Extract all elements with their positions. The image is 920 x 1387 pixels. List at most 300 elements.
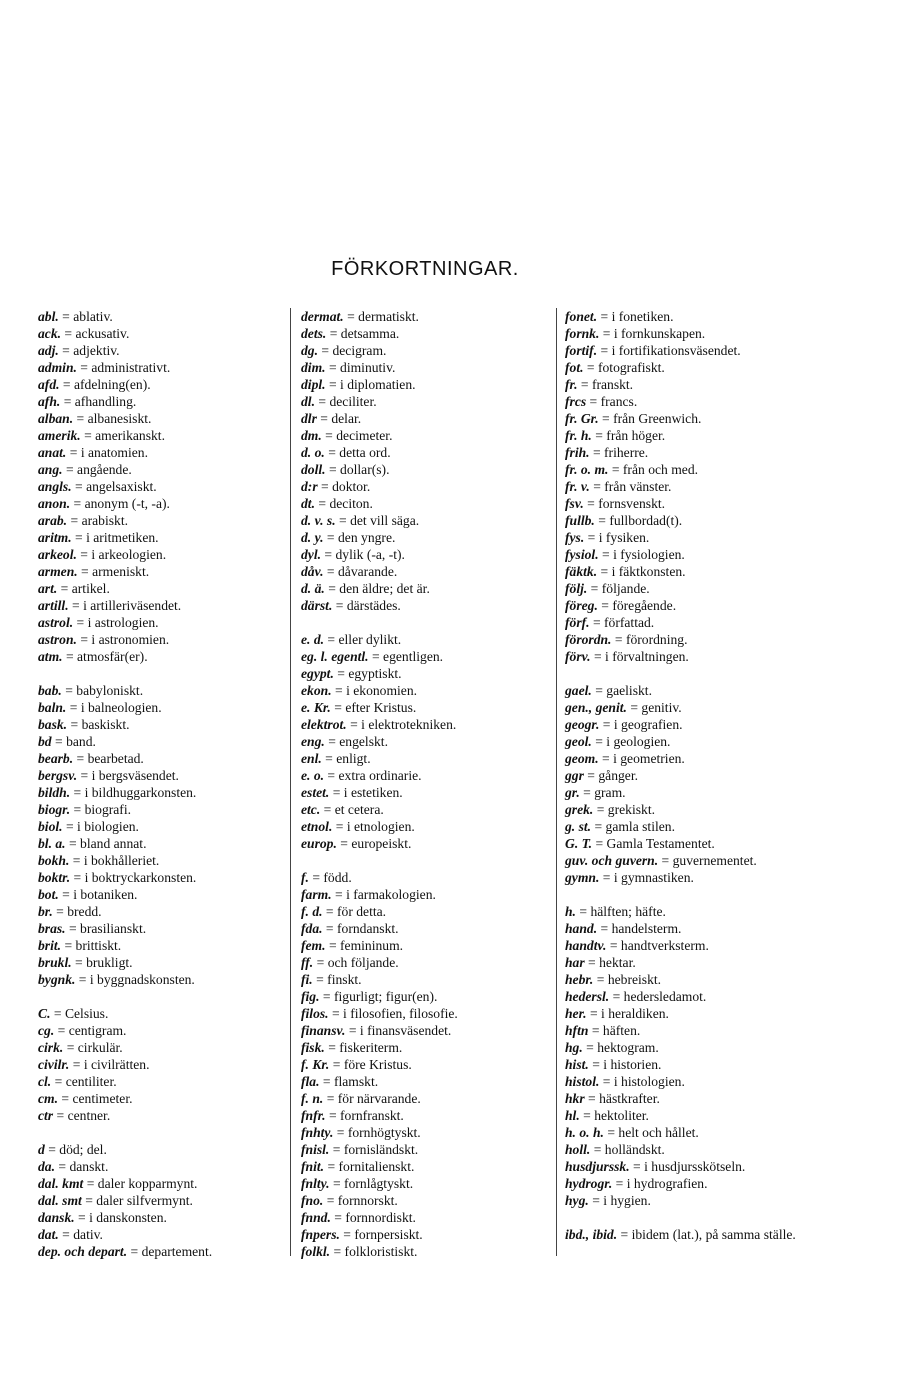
- abbreviation-entry: G. T. = Gamla Testamentet.: [565, 836, 715, 851]
- abbreviation-term: dyl.: [301, 547, 322, 562]
- page-title: FÖRKORTNINGAR.: [331, 258, 519, 280]
- abbreviation-entry: dg. = decigram.: [301, 343, 387, 358]
- abbreviation-entry: fda. = forndanskt.: [301, 921, 399, 936]
- abbreviation-entry: astrol. = i astrologien.: [38, 615, 159, 630]
- abbreviation-term: biogr.: [38, 802, 71, 817]
- abbreviation-term: frih.: [565, 445, 590, 460]
- abbreviation-meaning: i historien.: [603, 1057, 662, 1072]
- abbreviation-entry: histol. = i histologien.: [565, 1074, 685, 1089]
- abbreviation-entry: har = hektar.: [565, 955, 636, 970]
- abbreviation-entry: fortif. = i fortifikationsväsendet.: [565, 343, 741, 358]
- abbreviation-meaning: doktor.: [332, 479, 371, 494]
- abbreviation-meaning: afdelning(en).: [74, 377, 151, 392]
- abbreviation-entry: f. d. = för detta.: [301, 904, 387, 919]
- abbreviation-meaning: fiskeriterm.: [339, 1040, 403, 1055]
- abbreviation-meaning: daler silfvermynt.: [96, 1193, 193, 1208]
- abbreviation-entry: fnpers. = fornpersiskt.: [301, 1227, 423, 1242]
- abbreviation-entry: fr. h. = från höger.: [565, 428, 666, 443]
- abbreviation-meaning: arabiskt.: [81, 513, 128, 528]
- abbreviation-meaning: hedersledamot.: [623, 989, 707, 1004]
- abbreviation-term: etnol.: [301, 819, 333, 834]
- abbreviation-meaning: ackusativ.: [75, 326, 130, 341]
- abbreviation-term: bras.: [38, 921, 66, 936]
- abbreviation-meaning: departement.: [141, 1244, 213, 1259]
- abbreviation-meaning: flamskt.: [333, 1074, 379, 1089]
- abbreviation-entry: armen. = armeniskt.: [38, 564, 150, 579]
- abbreviation-entry: atm. = atmosfär(er).: [38, 649, 148, 664]
- abbreviation-entry: dansk. = i danskonsten.: [38, 1210, 167, 1225]
- abbreviation-meaning: helt och hållet.: [618, 1125, 699, 1140]
- abbreviation-entry: d:r = doktor.: [301, 479, 371, 494]
- abbreviation-term: fi.: [301, 972, 313, 987]
- abbreviation-term: bab.: [38, 683, 62, 698]
- abbreviation-meaning: centigram.: [68, 1023, 127, 1038]
- abbreviation-term: f.: [301, 870, 309, 885]
- abbreviation-term: elektrot.: [301, 717, 347, 732]
- abbreviation-entry: fysiol. = i fysiologien.: [565, 547, 685, 562]
- abbreviation-entry: fnlty. = fornlågtyskt.: [301, 1176, 414, 1191]
- abbreviation-entry: bl. a. = bland annat.: [38, 836, 147, 851]
- abbreviation-term: fys.: [565, 530, 585, 545]
- abbreviation-entry: fr. v. = från vänster.: [565, 479, 672, 494]
- abbreviation-term: förv.: [565, 649, 591, 664]
- abbreviation-term: fullb.: [565, 513, 595, 528]
- abbreviation-term: cm.: [38, 1091, 59, 1106]
- abbreviation-entry: biol. = i biologien.: [38, 819, 139, 834]
- abbreviation-entry: bask. = baskiskt.: [38, 717, 130, 732]
- abbreviation-term: bask.: [38, 717, 68, 732]
- abbreviation-term: förordn.: [565, 632, 612, 647]
- abbreviation-meaning: dativ.: [73, 1227, 103, 1242]
- abbreviation-term: handtv.: [565, 938, 607, 953]
- abbreviation-term: ekon.: [301, 683, 332, 698]
- abbreviation-term: holl.: [565, 1142, 591, 1157]
- abbreviation-entry: dlr = delar.: [301, 411, 362, 426]
- abbreviation-entry: dl. = deciliter.: [301, 394, 377, 409]
- abbreviation-term: abl.: [38, 309, 59, 324]
- abbreviation-term: h. o. h.: [565, 1125, 604, 1140]
- abbreviation-term: frcs: [565, 394, 587, 409]
- abbreviation-entry: dal. kmt = daler kopparmynt.: [38, 1176, 198, 1191]
- abbreviation-meaning: baskiskt.: [81, 717, 130, 732]
- abbreviation-term: doll.: [301, 462, 326, 477]
- abbreviation-entry: biogr. = biografi.: [38, 802, 132, 817]
- abbreviation-term: anat.: [38, 445, 67, 460]
- abbreviation-meaning: fornnorskt.: [337, 1193, 398, 1208]
- abbreviation-entry: fr. o. m. = från och med.: [565, 462, 699, 477]
- abbreviation-term: ggr: [565, 768, 584, 783]
- abbreviation-term: dl.: [301, 394, 315, 409]
- abbreviation-meaning: brittiskt.: [75, 938, 122, 953]
- abbreviation-term: fortif.: [565, 343, 598, 358]
- abbreviation-term: dansk.: [38, 1210, 75, 1225]
- abbreviation-entry: frih. = friherre.: [565, 445, 649, 460]
- abbreviation-meaning: detsamma.: [340, 326, 400, 341]
- abbreviation-meaning: fornsvenskt.: [598, 496, 666, 511]
- abbreviation-meaning: handtverksterm.: [620, 938, 709, 953]
- abbreviation-entry: dets. = detsamma.: [301, 326, 400, 341]
- abbreviation-entry: dt. = deciton.: [301, 496, 373, 511]
- abbreviation-term: etc.: [301, 802, 321, 817]
- abbreviation-meaning: i hygien.: [603, 1193, 651, 1208]
- abbreviation-entry: geom. = i geometrien.: [565, 751, 685, 766]
- abbreviation-term: fäktk.: [565, 564, 598, 579]
- abbreviation-meaning: dollar(s).: [340, 462, 390, 477]
- abbreviation-entry: f. = född.: [301, 870, 352, 885]
- abbreviation-meaning: gram.: [594, 785, 626, 800]
- abbreviation-term: europ.: [301, 836, 337, 851]
- abbreviation-term: egypt.: [301, 666, 334, 681]
- abbreviation-entry: hydrogr. = i hydrografien.: [565, 1176, 708, 1191]
- abbreviation-entry: g. st. = gamla stilen.: [565, 819, 675, 834]
- abbreviation-entry: amerik. = amerikanskt.: [38, 428, 165, 443]
- abbreviation-meaning: femininum.: [340, 938, 404, 953]
- abbreviation-entry: admin. = administrativt.: [38, 360, 171, 375]
- abbreviation-term: fnpers.: [301, 1227, 340, 1242]
- abbreviation-entry: fonet. = i fonetiken.: [565, 309, 674, 324]
- abbreviation-term: f. Kr.: [301, 1057, 330, 1072]
- abbreviation-term: dipl.: [301, 377, 326, 392]
- abbreviation-meaning: i astrologien.: [87, 615, 159, 630]
- abbreviation-term: f. n.: [301, 1091, 324, 1106]
- abbreviation-meaning: från vänster.: [604, 479, 672, 494]
- abbreviation-entry: bot. = i botaniken.: [38, 887, 138, 902]
- abbreviation-term: aritm.: [38, 530, 72, 545]
- group-spacer: [38, 665, 288, 682]
- abbreviation-entry: bab. = babyloniskt.: [38, 683, 144, 698]
- abbreviation-entry: dipl. = i diplomatien.: [301, 377, 416, 392]
- abbreviation-meaning: bearbetad.: [87, 751, 144, 766]
- abbreviation-term: geol.: [565, 734, 592, 749]
- abbreviation-entry: baln. = i balneologien.: [38, 700, 162, 715]
- abbreviation-entry: d = död; del.: [38, 1142, 107, 1157]
- group-spacer: [565, 665, 835, 682]
- abbreviation-meaning: född.: [323, 870, 352, 885]
- abbreviation-term: därst.: [301, 598, 333, 613]
- abbreviation-term: e. d.: [301, 632, 325, 647]
- abbreviation-meaning: guvernementet.: [672, 853, 757, 868]
- abbreviation-meaning: i bokhålleriet.: [83, 853, 160, 868]
- abbreviation-entry: fys. = i fysiken.: [565, 530, 650, 545]
- abbreviation-term: afd.: [38, 377, 60, 392]
- abbreviation-meaning: deciliter.: [329, 394, 377, 409]
- abbreviation-term: cirk.: [38, 1040, 64, 1055]
- abbreviation-entry: fsv. = fornsvenskt.: [565, 496, 666, 511]
- abbreviation-meaning: francs.: [600, 394, 638, 409]
- abbreviation-meaning: babyloniskt.: [76, 683, 144, 698]
- abbreviation-meaning: i hydrografien.: [626, 1176, 708, 1191]
- abbreviation-meaning: bland annat.: [80, 836, 147, 851]
- abbreviation-meaning: Celsius.: [64, 1006, 109, 1021]
- abbreviation-term: dm.: [301, 428, 322, 443]
- abbreviation-meaning: hektogram.: [597, 1040, 659, 1055]
- abbreviation-term: ibd., ibid.: [565, 1227, 618, 1242]
- abbreviation-meaning: fornlågtyskt.: [344, 1176, 414, 1191]
- abbreviation-meaning: i astronomien.: [91, 632, 170, 647]
- abbreviation-entry: geogr. = i geografien.: [565, 717, 683, 732]
- abbreviation-meaning: angelsaxiskt.: [86, 479, 157, 494]
- abbreviation-term: dal. smt: [38, 1193, 82, 1208]
- abbreviation-meaning: ibidem (lat.), på samma ställe.: [631, 1227, 796, 1242]
- abbreviation-entry: fig. = figurligt; figur(en).: [301, 989, 438, 1004]
- abbreviation-meaning: ablativ.: [73, 309, 113, 324]
- abbreviation-entry: bd = band.: [38, 734, 96, 749]
- abbreviation-entry: e. d. = eller dylikt.: [301, 632, 402, 647]
- abbreviation-entry: angls. = angelsaxiskt.: [38, 479, 157, 494]
- abbreviation-entry: fno. = fornnorskt.: [301, 1193, 398, 1208]
- abbreviation-meaning: angående.: [77, 462, 132, 477]
- abbreviation-meaning: i filosofien, filosofie.: [343, 1006, 458, 1021]
- abbreviation-term: alban.: [38, 411, 74, 426]
- abbreviation-meaning: hektar.: [599, 955, 636, 970]
- abbreviation-entry: d. v. s. = det vill säga.: [301, 513, 420, 528]
- abbreviation-entry: filos. = i filosofien, filosofie.: [301, 1006, 458, 1021]
- abbreviation-meaning: egyptiskt.: [348, 666, 402, 681]
- abbreviation-term: d: [38, 1142, 45, 1157]
- abbreviation-term: bokh.: [38, 853, 70, 868]
- abbreviation-meaning: i ekonomien.: [346, 683, 418, 698]
- abbreviation-term: fr. Gr.: [565, 411, 599, 426]
- abbreviation-meaning: i anatomien.: [80, 445, 149, 460]
- abbreviation-term: fnisl.: [301, 1142, 330, 1157]
- abbreviation-term: dg.: [301, 343, 318, 358]
- abbreviation-entry: brukl. = brukligt.: [38, 955, 133, 970]
- abbreviation-entry: f. n. = för närvarande.: [301, 1091, 421, 1106]
- abbreviation-meaning: i fysiken.: [598, 530, 650, 545]
- abbreviation-entry: husdjurssk. = i husdjursskötseln.: [565, 1159, 746, 1174]
- abbreviation-term: brukl.: [38, 955, 72, 970]
- abbreviation-meaning: centimeter.: [72, 1091, 133, 1106]
- abbreviation-entry: estet. = i estetiken.: [301, 785, 403, 800]
- abbreviation-term: fnhty.: [301, 1125, 334, 1140]
- abbreviation-entry: arkeol. = i arkeologien.: [38, 547, 167, 562]
- abbreviation-meaning: i histologien.: [613, 1074, 685, 1089]
- abbreviation-meaning: föregående.: [612, 598, 677, 613]
- abbreviation-entry: därst. = därstädes.: [301, 598, 401, 613]
- abbreviation-meaning: i fäktkonsten.: [611, 564, 686, 579]
- abbreviation-entry: bergsv. = i bergsväsendet.: [38, 768, 179, 783]
- abbreviation-meaning: gånger.: [598, 768, 638, 783]
- abbreviation-meaning: bredd.: [67, 904, 102, 919]
- abbreviation-entry: C. = Celsius.: [38, 1006, 109, 1021]
- abbreviation-meaning: i gymnastiken.: [613, 870, 694, 885]
- abbreviation-entry: d. o. = detta ord.: [301, 445, 391, 460]
- abbreviation-term: fnlty.: [301, 1176, 330, 1191]
- abbreviation-entry: doll. = dollar(s).: [301, 462, 390, 477]
- abbreviation-entry: d. ä. = den äldre; det är.: [301, 581, 430, 596]
- abbreviation-entry: fullb. = fullbordad(t).: [565, 513, 683, 528]
- abbreviation-meaning: hästkrafter.: [599, 1091, 660, 1106]
- abbreviation-entry: hl. = hektoliter.: [565, 1108, 649, 1123]
- abbreviation-entry: guv. och guvern. = guvernementet.: [565, 853, 757, 868]
- abbreviation-meaning: i balneologien.: [80, 700, 162, 715]
- abbreviation-term: eg. l. egentl.: [301, 649, 369, 664]
- abbreviation-entry: art. = artikel.: [38, 581, 110, 596]
- abbreviation-entry: boktr. = i boktryckarkonsten.: [38, 870, 197, 885]
- abbreviation-meaning: fornpersiskt.: [354, 1227, 423, 1242]
- abbreviation-entry: fnfr. = fornfranskt.: [301, 1108, 404, 1123]
- abbreviation-term: cl.: [38, 1074, 52, 1089]
- abbreviation-term: brit.: [38, 938, 62, 953]
- abbreviation-entry: förordn. = förordning.: [565, 632, 688, 647]
- abbreviation-entry: adj. = adjektiv.: [38, 343, 120, 358]
- abbreviation-meaning: efter Kristus.: [345, 700, 417, 715]
- abbreviation-meaning: från höger.: [606, 428, 666, 443]
- abbreviation-term: fr. v.: [565, 479, 590, 494]
- abbreviation-entry: frcs = francs.: [565, 394, 638, 409]
- abbreviation-meaning: centiliter.: [65, 1074, 117, 1089]
- abbreviation-entry: fäktk. = i fäktkonsten.: [565, 564, 686, 579]
- abbreviation-entry: cg. = centigram.: [38, 1023, 127, 1038]
- abbreviation-meaning: centner.: [67, 1108, 111, 1123]
- abbreviation-entry: dat. = dativ.: [38, 1227, 103, 1242]
- abbreviation-meaning: i estetiken.: [343, 785, 403, 800]
- abbreviation-meaning: före Kristus.: [343, 1057, 412, 1072]
- abbreviation-term: anon.: [38, 496, 71, 511]
- abbreviation-term: astrol.: [38, 615, 74, 630]
- abbreviation-entry: hftn = häften.: [565, 1023, 641, 1038]
- abbreviation-term: hg.: [565, 1040, 583, 1055]
- abbreviation-meaning: i etnologien.: [346, 819, 415, 834]
- abbreviation-entry: civilr. = i civilrätten.: [38, 1057, 150, 1072]
- abbreviation-entry: alban. = albanesiskt.: [38, 411, 152, 426]
- abbreviation-term: fnit.: [301, 1159, 325, 1174]
- abbreviation-term: armen.: [38, 564, 78, 579]
- abbreviation-term: dermat.: [301, 309, 344, 324]
- abbreviation-term: bearb.: [38, 751, 74, 766]
- abbreviation-meaning: i geometrien.: [613, 751, 685, 766]
- abbreviation-term: dal. kmt: [38, 1176, 84, 1191]
- abbreviation-entry: dm. = decimeter.: [301, 428, 393, 443]
- abbreviation-entry: ang. = angående.: [38, 462, 132, 477]
- abbreviation-entry: fot. = fotografiskt.: [565, 360, 665, 375]
- abbreviation-entry: farm. = i farmakologien.: [301, 887, 436, 902]
- abbreviation-term: G. T.: [565, 836, 593, 851]
- abbreviation-meaning: den yngre.: [338, 530, 396, 545]
- abbreviation-term: geom.: [565, 751, 599, 766]
- abbreviation-meaning: i boktryckarkonsten.: [84, 870, 197, 885]
- abbreviation-entry: hebr. = hebreiskt.: [565, 972, 662, 987]
- abbreviation-term: dat.: [38, 1227, 59, 1242]
- abbreviation-meaning: diminutiv.: [340, 360, 396, 375]
- abbreviation-meaning: artikel.: [71, 581, 110, 596]
- abbreviation-entry: gr. = gram.: [565, 785, 626, 800]
- abbreviation-term: hydrogr.: [565, 1176, 613, 1191]
- abbreviation-entry: bildh. = i bildhuggarkonsten.: [38, 785, 197, 800]
- abbreviation-entry: dermat. = dermatiskt.: [301, 309, 419, 324]
- abbreviation-term: amerik.: [38, 428, 81, 443]
- abbreviation-meaning: från och med.: [622, 462, 699, 477]
- abbreviation-entry: fla. = flamskt.: [301, 1074, 379, 1089]
- abbreviation-term: d. v. s.: [301, 513, 336, 528]
- abbreviation-term: föreg.: [565, 598, 598, 613]
- abbreviation-term: arkeol.: [38, 547, 77, 562]
- abbreviation-meaning: fornitalienskt.: [338, 1159, 415, 1174]
- abbreviation-term: hftn: [565, 1023, 589, 1038]
- abbreviation-term: artill.: [38, 598, 69, 613]
- abbreviation-meaning: dylik (-a, -t).: [335, 547, 405, 562]
- abbreviation-term: fem.: [301, 938, 326, 953]
- abbreviation-meaning: i civilrätten.: [83, 1057, 150, 1072]
- abbreviation-meaning: förordning.: [625, 632, 688, 647]
- abbreviation-meaning: i fornkunskapen.: [613, 326, 706, 341]
- abbreviation-term: h.: [565, 904, 576, 919]
- abbreviation-meaning: den äldre; det är.: [339, 581, 430, 596]
- abbreviation-term: ack.: [38, 326, 62, 341]
- abbreviation-meaning: hektoliter.: [594, 1108, 649, 1123]
- abbreviation-term: her.: [565, 1006, 587, 1021]
- abbreviation-entry: fisk. = fiskeriterm.: [301, 1040, 403, 1055]
- abbreviation-term: dets.: [301, 326, 327, 341]
- abbreviation-meaning: i geologien.: [606, 734, 671, 749]
- abbreviation-entry: dep. och depart. = departement.: [38, 1244, 213, 1259]
- abbreviation-entry: ctr = centner.: [38, 1108, 111, 1123]
- abbreviation-term: cg.: [38, 1023, 55, 1038]
- abbreviation-meaning: i diplomatien.: [340, 377, 416, 392]
- abbreviation-entry: fnisl. = fornisländskt.: [301, 1142, 419, 1157]
- abbreviation-entry: hg. = hektogram.: [565, 1040, 659, 1055]
- abbreviation-meaning: genitiv.: [641, 700, 682, 715]
- abbreviation-term: histol.: [565, 1074, 600, 1089]
- abbreviation-meaning: i biologien.: [77, 819, 139, 834]
- abbreviation-entry: ack. = ackusativ.: [38, 326, 130, 341]
- abbreviation-meaning: följande.: [601, 581, 650, 596]
- abbreviation-entry: bygnk. = i byggnadskonsten.: [38, 972, 195, 987]
- abbreviation-term: f. d.: [301, 904, 323, 919]
- abbreviation-meaning: i elektrotekniken.: [361, 717, 457, 732]
- abbreviation-meaning: enligt.: [336, 751, 371, 766]
- abbreviation-entry: dim. = diminutiv.: [301, 360, 396, 375]
- abbreviation-term: e. Kr.: [301, 700, 331, 715]
- abbreviation-meaning: i finansväsendet.: [359, 1023, 452, 1038]
- abbreviation-column-1: [38, 308, 288, 1260]
- abbreviation-entry: abl. = ablativ.: [38, 309, 113, 324]
- abbreviation-term: fsv.: [565, 496, 584, 511]
- abbreviation-term: dep. och depart.: [38, 1244, 128, 1259]
- abbreviation-term: bergsv.: [38, 768, 78, 783]
- abbreviation-meaning: amerikanskt.: [95, 428, 165, 443]
- abbreviation-meaning: i arkeologien.: [91, 547, 167, 562]
- abbreviation-term: husdjurssk.: [565, 1159, 630, 1174]
- abbreviation-term: fisk.: [301, 1040, 325, 1055]
- abbreviation-entry: artill. = i artilleriväsendet.: [38, 598, 182, 613]
- abbreviation-term: fnfr.: [301, 1108, 326, 1123]
- abbreviation-term: dim.: [301, 360, 326, 375]
- abbreviation-meaning: decigram.: [332, 343, 387, 358]
- abbreviation-term: dåv.: [301, 564, 324, 579]
- abbreviation-term: finansv.: [301, 1023, 346, 1038]
- abbreviation-meaning: forndanskt.: [337, 921, 399, 936]
- abbreviation-meaning: eller dylikt.: [338, 632, 402, 647]
- abbreviation-term: fr. o. m.: [565, 462, 609, 477]
- abbreviation-term: arab.: [38, 513, 68, 528]
- abbreviation-meaning: figurligt; figur(en).: [333, 989, 438, 1004]
- abbreviation-meaning: hebreiskt.: [607, 972, 662, 987]
- group-spacer: [301, 852, 553, 869]
- abbreviation-meaning: i farmakologien.: [346, 887, 436, 902]
- abbreviation-entry: da. = danskt.: [38, 1159, 109, 1174]
- abbreviation-meaning: anonym (-t, -a).: [84, 496, 170, 511]
- abbreviation-meaning: egentligen.: [383, 649, 444, 664]
- abbreviation-meaning: friherre.: [604, 445, 649, 460]
- abbreviation-meaning: finskt.: [327, 972, 362, 987]
- abbreviation-entry: handtv. = handtverksterm.: [565, 938, 709, 953]
- abbreviation-entry: europ. = europeiskt.: [301, 836, 412, 851]
- group-spacer: [565, 886, 835, 903]
- abbreviation-term: bot.: [38, 887, 59, 902]
- abbreviation-meaning: biografi.: [84, 802, 132, 817]
- abbreviation-meaning: i botaniken.: [73, 887, 138, 902]
